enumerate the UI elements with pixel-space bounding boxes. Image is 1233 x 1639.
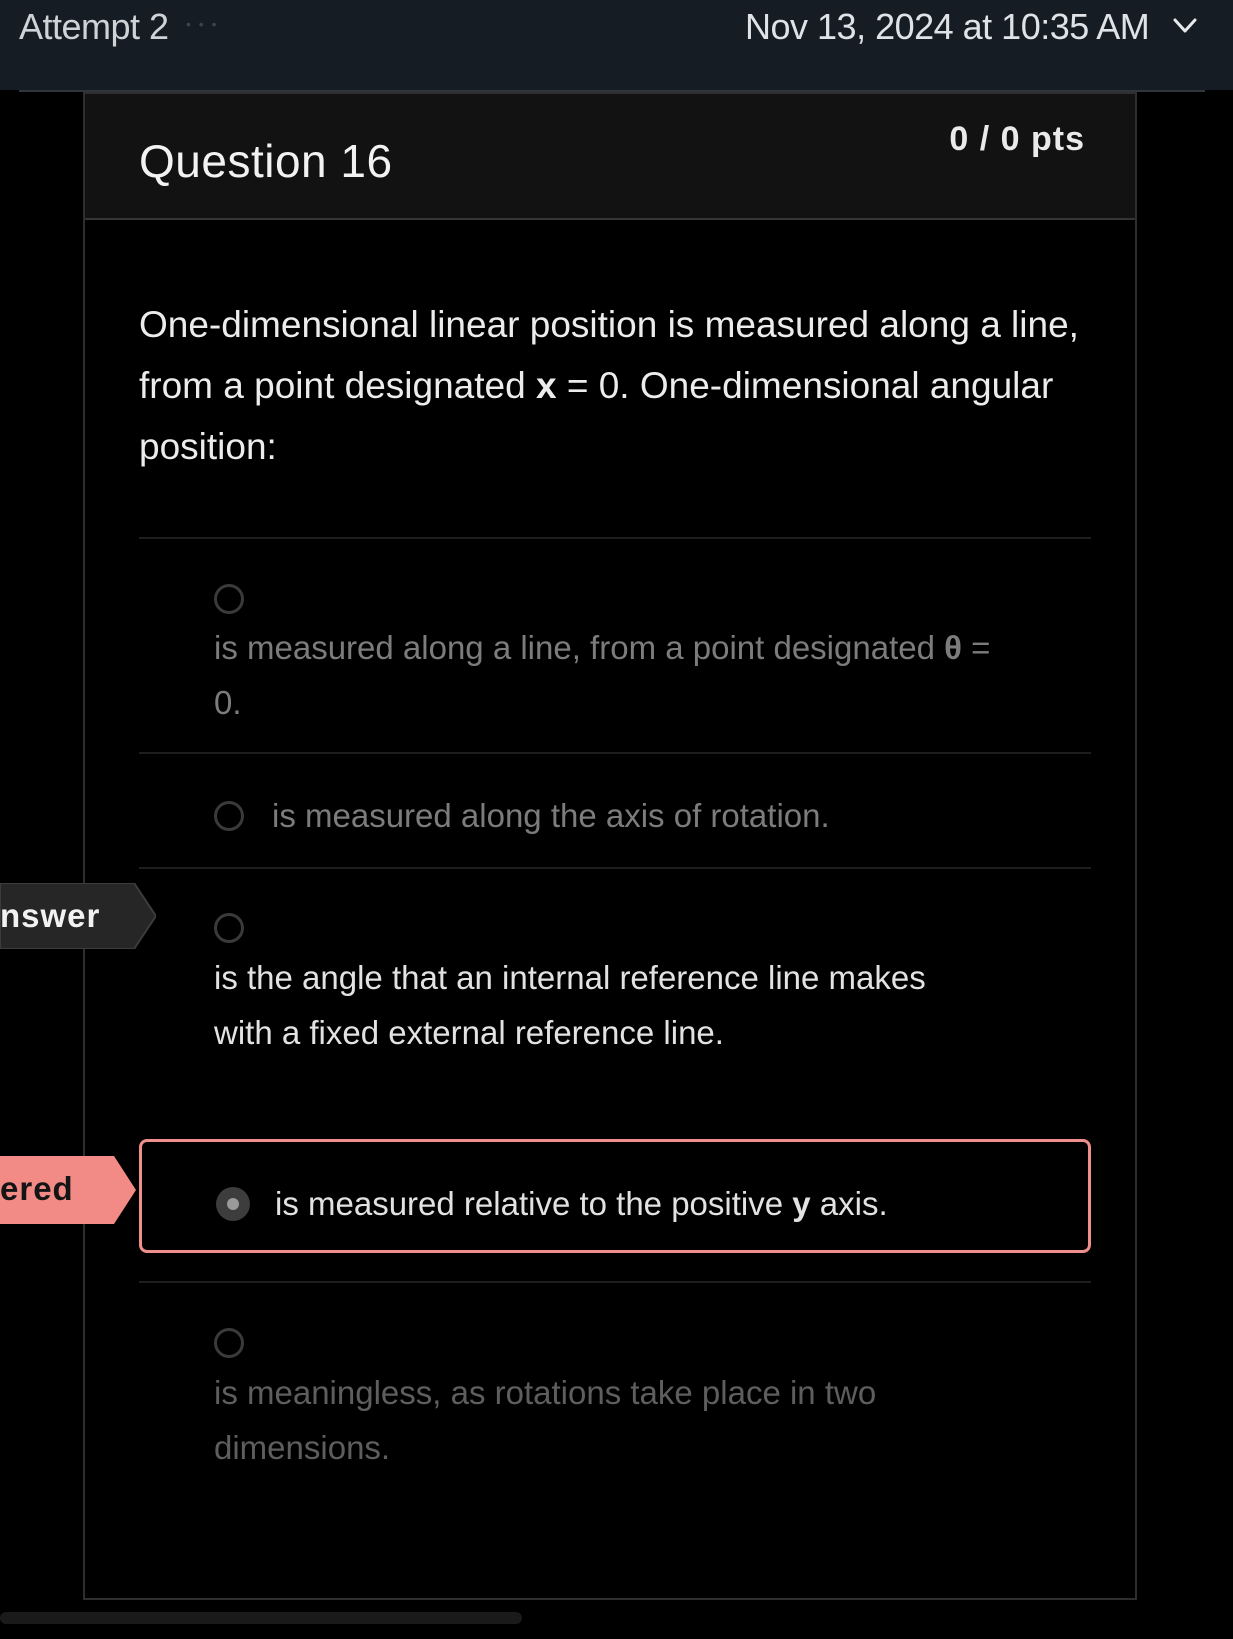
attempt-label: Attempt 2 [19,6,169,47]
answer-text: is measured relative to the positive [275,1185,793,1222]
you-answered-tag [0,1156,136,1224]
divider [139,752,1091,754]
radio-button[interactable] [214,913,244,943]
answer-label: is meaningless, as rotations take place in two dimensions. [214,1374,877,1466]
divider [139,537,1091,539]
correct-answer-tag [0,883,156,949]
question-points: 0 / 0 pts [949,120,1085,158]
attempt-dots: • • • [186,16,219,32]
radio-button[interactable] [214,1328,244,1358]
question-text-part: = 0. One-dimensional angular position: [139,365,1054,467]
answer-variable: y [792,1185,811,1222]
answer-text: = 0. [214,629,991,721]
question-card [83,92,1137,1600]
answer-label [275,1176,1035,1231]
question-text [139,294,1079,477]
answer-variable: θ [944,629,962,666]
answer-label [214,620,1014,730]
horizontal-scrollbar[interactable] [0,1612,522,1624]
answer-text: is measured along a line, from a point designated [214,629,945,666]
answer-label: is the angle that an internal reference line makes with a fixed external reference line. [214,959,926,1051]
radio-button-selected[interactable] [216,1187,250,1221]
answer-label: is measured along the axis of rotation. [272,797,830,834]
divider [139,1281,1091,1283]
question-text-part: One-dimensional linear position is measured along a line, from a point designated [139,304,1079,406]
you-answered-tag-label: ered [0,1170,74,1207]
question-title: Question 16 [139,135,393,187]
radio-button[interactable] [214,584,244,614]
answer-text: axis. [810,1185,888,1222]
attempt-header [0,0,1233,90]
question-variable: x [535,365,557,406]
attempt-datetime[interactable]: Nov 13, 2024 at 10:35 AM [745,6,1150,47]
question-header [85,94,1135,220]
chevron-down-icon[interactable] [1172,16,1198,36]
divider [139,867,1091,869]
radio-button[interactable] [214,801,244,831]
correct-answer-tag-label: nswer [0,897,101,934]
